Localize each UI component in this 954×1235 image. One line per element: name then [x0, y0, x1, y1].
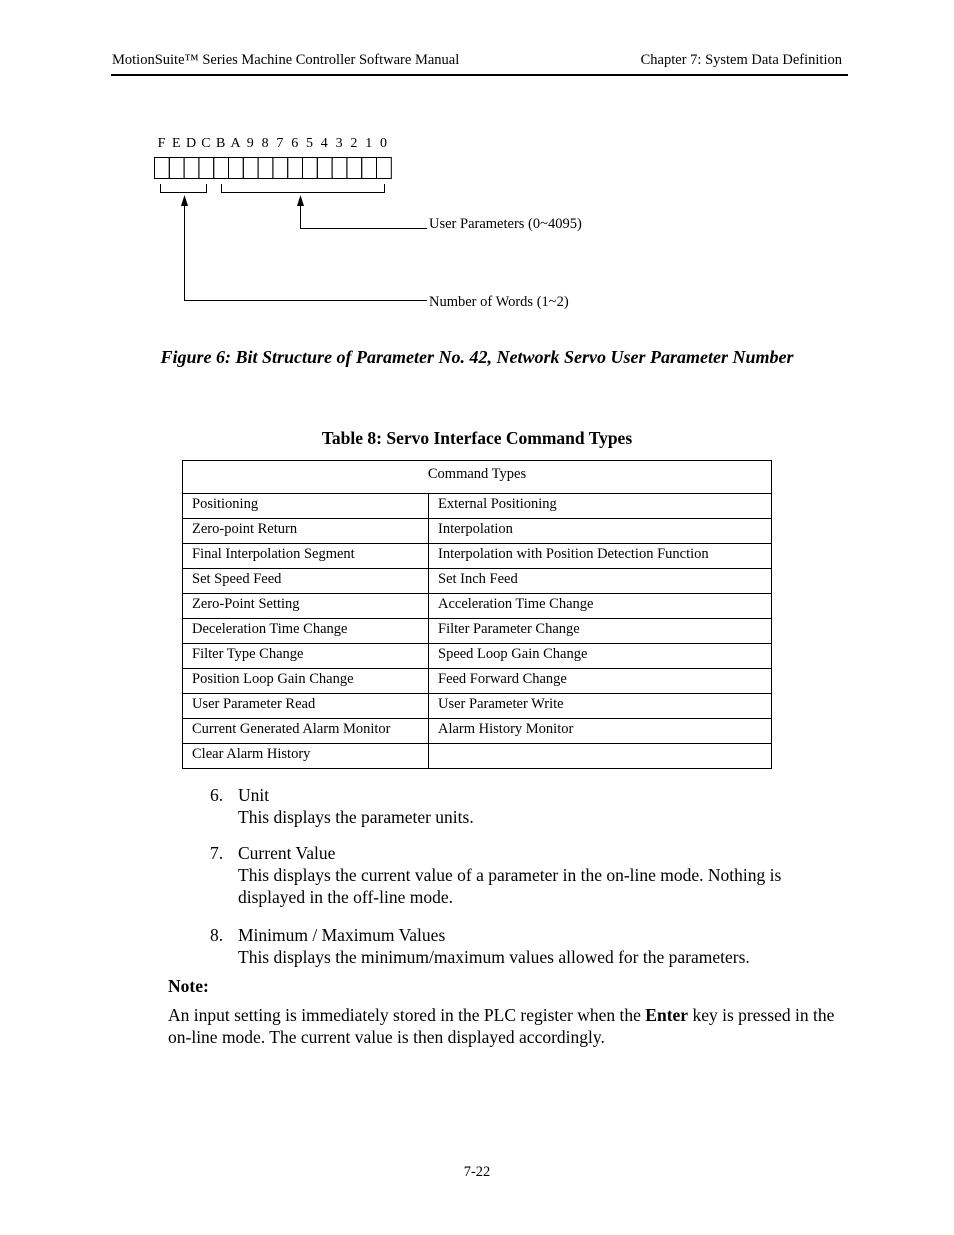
- arrow-up-icon: [181, 195, 188, 206]
- table-cell: Position Loop Gain Change: [183, 669, 429, 694]
- table-cell: User Parameter Read: [183, 694, 429, 719]
- bit-cell: [169, 158, 184, 179]
- table-row: [183, 494, 772, 519]
- table-cell: Acceleration Time Change: [429, 594, 772, 619]
- page-number: 7-22: [463, 1164, 491, 1180]
- list-item: [210, 784, 830, 828]
- table-cell: Alarm History Monitor: [429, 719, 772, 744]
- table-cell: Final Interpolation Segment: [183, 544, 429, 569]
- bit-label: E: [172, 136, 181, 151]
- table-cell: Set Inch Feed: [429, 569, 772, 594]
- bit-cell: [347, 158, 362, 179]
- bit-cell: [229, 158, 244, 179]
- note-enter-key: Enter: [645, 1005, 689, 1025]
- bit-label: F: [157, 136, 166, 151]
- table-cell: Positioning: [183, 494, 429, 519]
- item-title: Minimum / Maximum Values: [238, 925, 446, 945]
- table-row: [183, 744, 772, 769]
- bit-structure-diagram: [0, 0, 954, 330]
- table-cell: Interpolation with Position Detection Function: [429, 544, 772, 569]
- bit-cell: [362, 158, 377, 179]
- bit-label: C: [201, 136, 211, 151]
- table-row: [183, 569, 772, 594]
- table-cell: Current Generated Alarm Monitor: [183, 719, 429, 744]
- table-cell: Filter Type Change: [183, 644, 429, 669]
- header-title: MotionSuite™ Series Machine Controller Software Manual: [112, 52, 460, 68]
- bit-label: 4: [320, 136, 328, 151]
- item-description: This displays the parameter units.: [238, 807, 474, 827]
- item-description: This displays the current value of a parameter in the on-line mode. Nothing is displayed in the off-line mode.: [238, 865, 782, 907]
- table-row: [183, 669, 772, 694]
- bit-label: 0: [380, 136, 387, 151]
- figure-caption: Figure 6: Bit Structure of Parameter No. 42, Network Servo User Parameter Number: [160, 347, 794, 367]
- table-cell: Speed Loop Gain Change: [429, 644, 772, 669]
- bit-label: 1: [365, 136, 373, 151]
- bit-cell: [317, 158, 332, 179]
- table-title: Table 8: Servo Interface Command Types: [321, 428, 633, 448]
- bracket-number-of-words: [161, 184, 207, 193]
- table-cell: Zero-Point Setting: [183, 594, 429, 619]
- table-row: [183, 719, 772, 744]
- bit-label: A: [230, 136, 241, 151]
- header-chapter: Chapter 7: System Data Definition: [640, 52, 842, 68]
- command-types-table: [182, 460, 772, 769]
- table-row: [183, 619, 772, 644]
- note-text: [168, 1004, 848, 1048]
- table-cell: Clear Alarm History: [183, 744, 429, 769]
- bit-cell: [199, 158, 214, 179]
- bit-cell: [377, 158, 392, 179]
- table-cell: Feed Forward Change: [429, 669, 772, 694]
- table-row: [183, 594, 772, 619]
- bit-cell: [288, 158, 303, 179]
- table-row: [183, 544, 772, 569]
- bit-cell: [332, 158, 347, 179]
- table-cell: Interpolation: [429, 519, 772, 544]
- bit-cell: [184, 158, 199, 179]
- user-parameters-label: User Parameters (0~4095): [429, 216, 582, 232]
- table-header: Command Types: [183, 461, 772, 494]
- bit-label: 6: [291, 136, 299, 151]
- bit-cell: [214, 158, 229, 179]
- number-of-words-label: Number of Words (1~2): [429, 294, 569, 310]
- table-cell: Zero-point Return: [183, 519, 429, 544]
- table-cell: Deceleration Time Change: [183, 619, 429, 644]
- table-cell: Filter Parameter Change: [429, 619, 772, 644]
- leader-number-of-words: [185, 205, 428, 301]
- bit-label: B: [216, 136, 226, 151]
- item-number: 7.: [210, 843, 224, 863]
- list-item: [210, 842, 830, 908]
- bit-label: 8: [261, 136, 269, 151]
- item-number: 6.: [210, 785, 224, 805]
- table-row: [183, 519, 772, 544]
- note-text-after: key is pressed in the on-line mode. The current value is then displayed accordingly.: [168, 1005, 835, 1047]
- bit-cell: [258, 158, 273, 179]
- item-title: Current Value: [238, 843, 336, 863]
- bit-cell: [243, 158, 258, 179]
- bit-cell: [155, 158, 170, 179]
- arrow-up-icon: [297, 195, 304, 206]
- bit-label: 5: [306, 136, 313, 151]
- bit-label: 7: [276, 136, 284, 151]
- note-text-before: An input setting is immediately stored in the PLC register when the: [168, 1005, 646, 1025]
- bit-label: 9: [246, 136, 254, 151]
- bit-cell: [303, 158, 318, 179]
- item-description: This displays the minimum/maximum values allowed for the parameters.: [238, 947, 750, 967]
- bit-label: D: [186, 136, 197, 151]
- item-title: Unit: [238, 785, 270, 805]
- bit-cell: [273, 158, 288, 179]
- bracket-user-parameters: [222, 184, 385, 193]
- table-row: [183, 644, 772, 669]
- table-cell: User Parameter Write: [429, 694, 772, 719]
- note-label: Note:: [168, 976, 209, 996]
- table-cell: External Positioning: [429, 494, 772, 519]
- bit-label: 2: [350, 136, 358, 151]
- table-cell: Set Speed Feed: [183, 569, 429, 594]
- list-item: [210, 924, 830, 968]
- item-number: 8.: [210, 925, 224, 945]
- table-row: [183, 694, 772, 719]
- bit-label: 3: [335, 136, 343, 151]
- leader-user-parameters: [301, 205, 428, 229]
- table-cell: [429, 744, 772, 769]
